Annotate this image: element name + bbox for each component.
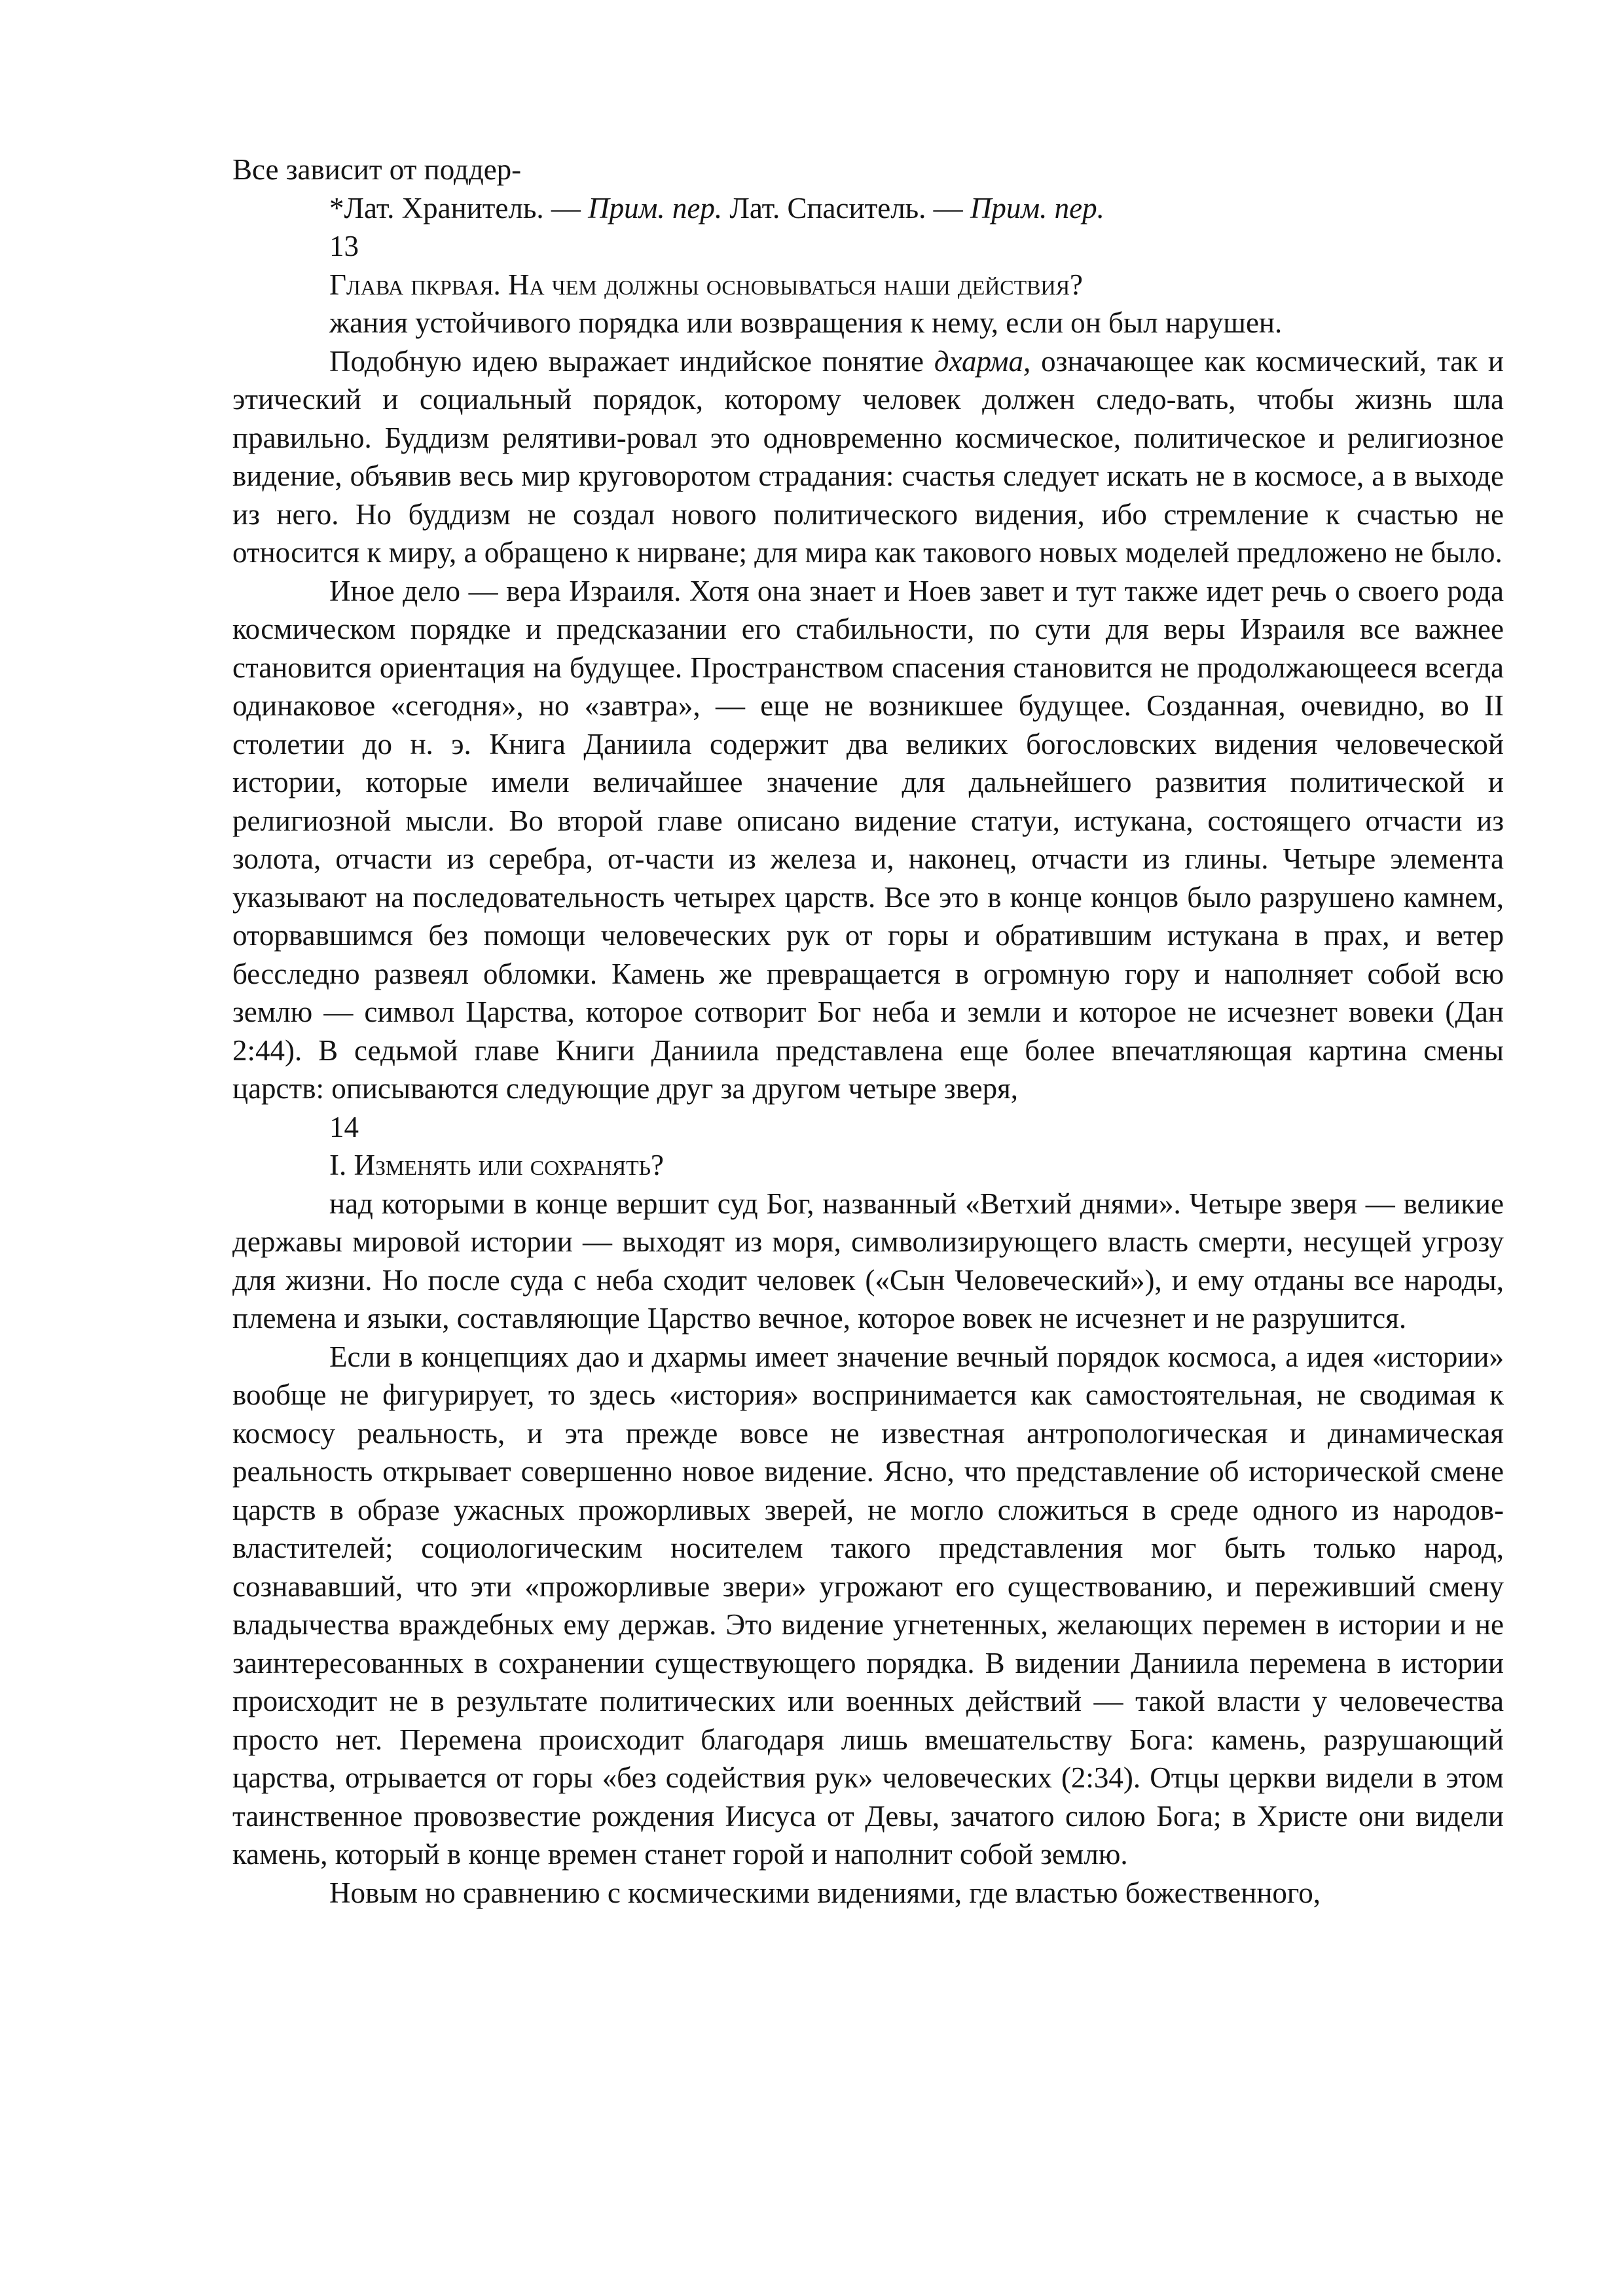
page-number: 14: [329, 1110, 359, 1143]
paragraph-dao: Если в концепциях дао и дхармы имеет значение вечный порядок космоса, а идея «истории» вообще не фигурирует, то здесь «история» воспринимается как самостоятельная, не сводимая к космосу реальность, и эта прежде вовсе не известная антропологическая и динамическая реальность открывает совершенно новое видение. Ясно, что представление об исторической смене царств в образе ужасных прожорливых зверей, не могло сложиться в среде одного из народов-властителей; социологическим носителем такого представления мог быть только народ, сознававший, что эти «прожорливые звери» угрожают его существованию, и переживший смену владычества враждебных ему держав. Это видение угнетенных, желающих перемен в истории и не заинтересованных в сохранении существующего порядка. В видении Даниила перемена в истории происходит не в результате политических или военных действий — такой власти у человечества просто нет. Перемена происходит благодаря лишь вмешательству Бога: камень, разрушающий царства, отрывается от горы «без содействия рук» человеческих (2:34). Отцы церкви видели в этом таинственное провозвестие рождения Иисуса от Девы, зачатого силою Бога; в Христе они видели камень, который в конце времен станет горой и наполнит собой землю.: [232, 1340, 1504, 1871]
document-page: [232, 151, 1504, 1912]
running-header: I. Изменять или сохранять?: [329, 1149, 665, 1181]
continuation-text: жания устойчивого порядка или возвращения к нему, если он был нарушен.: [329, 306, 1283, 339]
footnote: [232, 189, 1504, 228]
top-fragment: Все зависит от поддер-: [232, 153, 522, 186]
paragraph-dharma-after: означающее как космический, так и этический и социальный порядок, которому человек должен следо-вать, чтобы жизнь шла правильно. Буддизм релятиви-ровал это одновременно космическое, политическое и религиозное видение, объявив весь мир круговоротом страдания: счастья следует искать не в космосе, а в выходе из него. Но буддизм не создал нового политического видения, ибо стремление к счастью не относится к миру, а обращено к нирване; для мира как такового новых моделей предложено не было.: [232, 344, 1504, 569]
paragraph-four-beasts: над которыми в конце вершит суд Бог, названный «Ветхий днями». Четыре зверя — великие державы мировой истории — выходят из моря, символизирующего власть смерти, несущей угрозу для жизни. Но после суда с неба сходит человек («Сын Человеческий»), и ему отданы все народы, племена и языки, составляющие Царство вечное, которое вовек не исчезнет и не разрушится.: [232, 1187, 1504, 1335]
page-number: 13: [329, 230, 359, 262]
term-dharma: дхарма,: [934, 344, 1031, 378]
footnote-note-a: Прим. пер.: [588, 191, 723, 224]
footnote-text-b: Лат. Спаситель. —: [722, 191, 970, 224]
footnote-note-b: Прим. пер.: [970, 191, 1104, 224]
paragraph-last: Новым но сравнению с космическими видениями, где властью божественного,: [329, 1876, 1321, 1909]
paragraph-dharma: [232, 342, 1504, 572]
paragraph-israel: Иное дело — вера Израиля. Хотя она знает и Ноев завет и тут также идет речь о своего рода космическом порядке и предсказании его стабильности, по сути для веры Израиля все важнее становится ориентация на будущее. Пространством спасения становится не продолжающееся всегда одинаковое «сегодня», но «завтра», — еще не возникшее будущее. Созданная, очевидно, во II столетии до н. э. Книга Даниила содержит два великих богословских видения человеческой истории, которые имели величайшее значение для дальнейшего развития политической и религиозной мысли. Во второй главе описано видение статуи, истукана, состоящего отчасти из золота, отчасти из серебра, от-части из железа и, наконец, отчасти из глины. Четыре элемента указывают на последовательность четырех царств. Все это в конце концов было разрушено камнем, оторвавшимся без помощи человеческих рук от горы и обратившим истукана в прах, и ветер бесследно развеял обломки. Камень же превращается в огромную гору и наполняет собой всю землю — символ Царства, которое сотворит Бог неба и земли и которое не исчезнет вовеки (Дан 2:44). В седьмой главе Книги Даниила представлена еще более впечатляющая картина смены царств: описываются следующие друг за другом четыре зверя,: [232, 574, 1504, 1105]
paragraph-dharma-before: Подобную идею выражает индийское понятие: [329, 344, 934, 378]
running-header: Глава пкрвая. На чем должны основываться наши действия?: [329, 268, 1083, 301]
footnote-text-a: *Лат. Хранитель. —: [329, 191, 589, 224]
